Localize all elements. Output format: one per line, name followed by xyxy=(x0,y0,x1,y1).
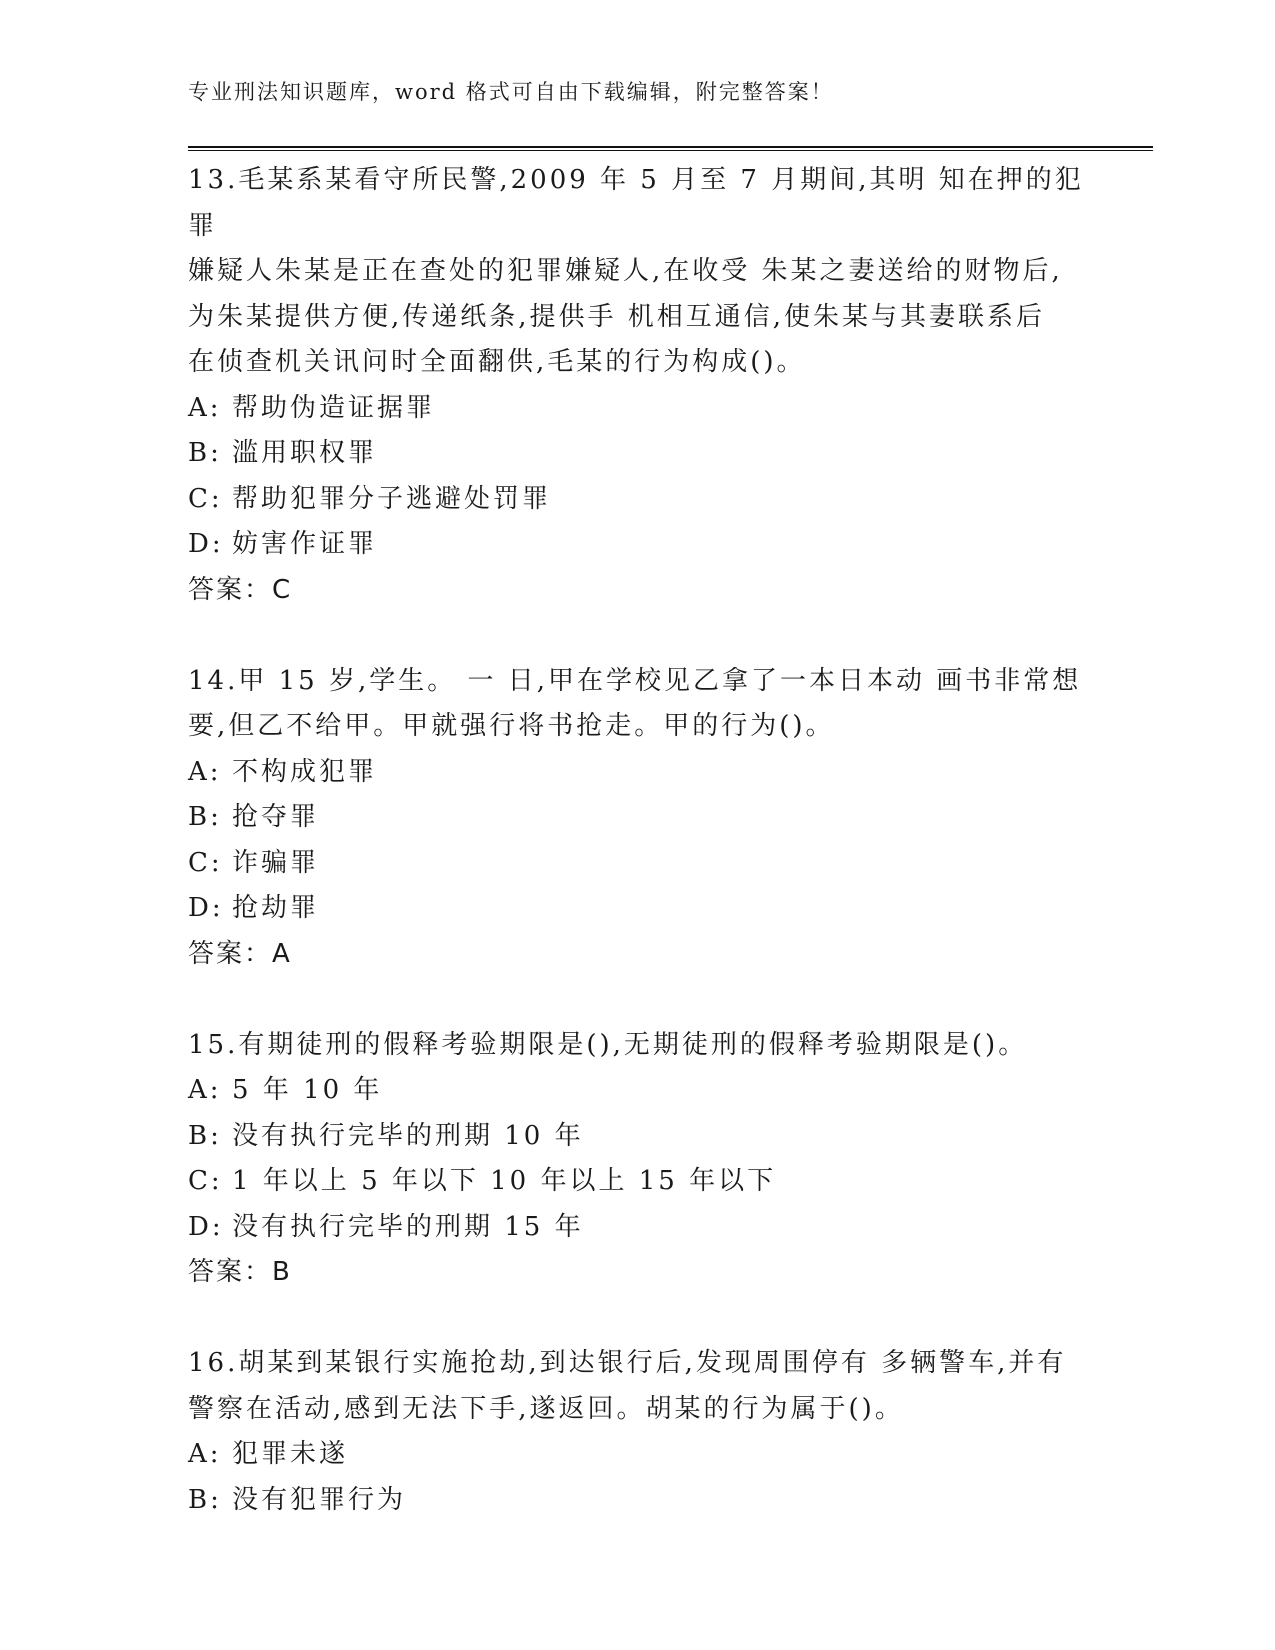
header-divider xyxy=(188,146,1153,151)
stem-line: 在侦查机关讯问时全面翻供,毛某的行为构成()。 xyxy=(188,347,806,377)
option-letter: C: xyxy=(188,847,223,878)
option-letter: A: xyxy=(188,392,222,423)
question-spacer xyxy=(188,613,1088,659)
question-15 xyxy=(188,1023,1088,1296)
option-a xyxy=(188,386,1088,432)
option-text: 抢劫罪 xyxy=(232,893,320,923)
question-13 xyxy=(188,158,1088,613)
option-letter: B: xyxy=(188,802,222,832)
option-text: 诈骗罪 xyxy=(232,847,320,878)
stem-line: 为朱某提供方便,传递纸条,提供手 机相互通信,使朱某与其妻联系后 xyxy=(188,301,1046,332)
option-letter: B: xyxy=(188,1484,222,1515)
option-letter: D: xyxy=(188,529,224,559)
question-stem xyxy=(188,659,1088,750)
option-letter: A: xyxy=(188,1075,222,1105)
question-stem xyxy=(188,1023,1088,1069)
option-text: 帮助伪造证据罪 xyxy=(232,392,436,423)
page-header: 专业刑法知识题库，word 格式可自由下载编辑，附完整答案！ xyxy=(188,80,834,104)
option-d xyxy=(188,522,1088,568)
stem-line: 嫌疑人朱某是正在查处的犯罪嫌疑人,在收受 朱某之妻送给的财物后, xyxy=(188,256,1063,286)
option-text: 没有执行完毕的刑期 10 年 xyxy=(232,1120,584,1151)
answer-line: 答案：C xyxy=(188,574,293,605)
stem-line: 15.有期徒刑的假释考验期限是(),无期徒刑的假释考验期限是()。 xyxy=(188,1029,1028,1060)
answer-line: 答案：B xyxy=(188,1257,292,1287)
answer-line: 答案：A xyxy=(188,938,292,969)
question-spacer xyxy=(188,1296,1088,1342)
option-text: 抢夺罪 xyxy=(232,802,320,832)
option-text: 1 年以上 5 年以下 10 年以上 15 年以下 xyxy=(232,1166,777,1196)
option-b xyxy=(188,1478,1088,1524)
option-b xyxy=(188,1114,1088,1160)
option-c xyxy=(188,477,1088,523)
stem-line: 16.胡某到某银行实施抢劫,到达银行后,发现周围停有 多辆警车,并有 xyxy=(188,1348,1067,1378)
question-14 xyxy=(188,659,1088,978)
question-spacer xyxy=(188,977,1088,1023)
option-text: 滥用职权罪 xyxy=(232,438,378,468)
option-text: 帮助犯罪分子逃避处罚罪 xyxy=(232,483,552,514)
option-letter: B: xyxy=(188,438,222,468)
option-b xyxy=(188,431,1088,477)
question-stem xyxy=(188,158,1088,386)
option-d xyxy=(188,886,1088,932)
stem-line: 要,但乙不给甲。甲就强行将书抢走。甲的行为()。 xyxy=(188,711,835,741)
option-a xyxy=(188,1068,1088,1114)
option-letter: D: xyxy=(188,893,224,923)
question-16 xyxy=(188,1341,1088,1523)
option-letter: A: xyxy=(188,756,222,787)
stem-line: 14.甲 15 岁,学生。 一 日,甲在学校见乙拿了一本日本动 画书非常想 xyxy=(188,665,1082,696)
option-text: 犯罪未遂 xyxy=(232,1439,349,1469)
question-list xyxy=(188,158,1088,1523)
option-letter: D: xyxy=(188,1211,224,1242)
option-text: 没有犯罪行为 xyxy=(232,1484,407,1515)
option-text: 5 年 10 年 xyxy=(232,1075,383,1105)
option-letter: C: xyxy=(188,483,223,514)
option-d xyxy=(188,1205,1088,1251)
option-letter: C: xyxy=(188,1166,223,1196)
stem-line: 警察在活动,感到无法下手,遂返回。胡某的行为属于()。 xyxy=(188,1393,904,1424)
option-text: 不构成犯罪 xyxy=(232,756,378,787)
question-stem xyxy=(188,1341,1088,1432)
option-letter: B: xyxy=(188,1120,222,1151)
option-b xyxy=(188,795,1088,841)
stem-line: 13.毛某系某看守所民警,2009 年 5 月至 7 月期间,其明 知在押的犯罪 xyxy=(188,165,1084,241)
option-a xyxy=(188,750,1088,796)
option-text: 没有执行完毕的刑期 15 年 xyxy=(232,1211,584,1242)
option-c xyxy=(188,841,1088,887)
option-c xyxy=(188,1159,1088,1205)
option-text: 妨害作证罪 xyxy=(232,529,378,559)
option-letter: A: xyxy=(188,1439,222,1469)
option-a xyxy=(188,1432,1088,1478)
